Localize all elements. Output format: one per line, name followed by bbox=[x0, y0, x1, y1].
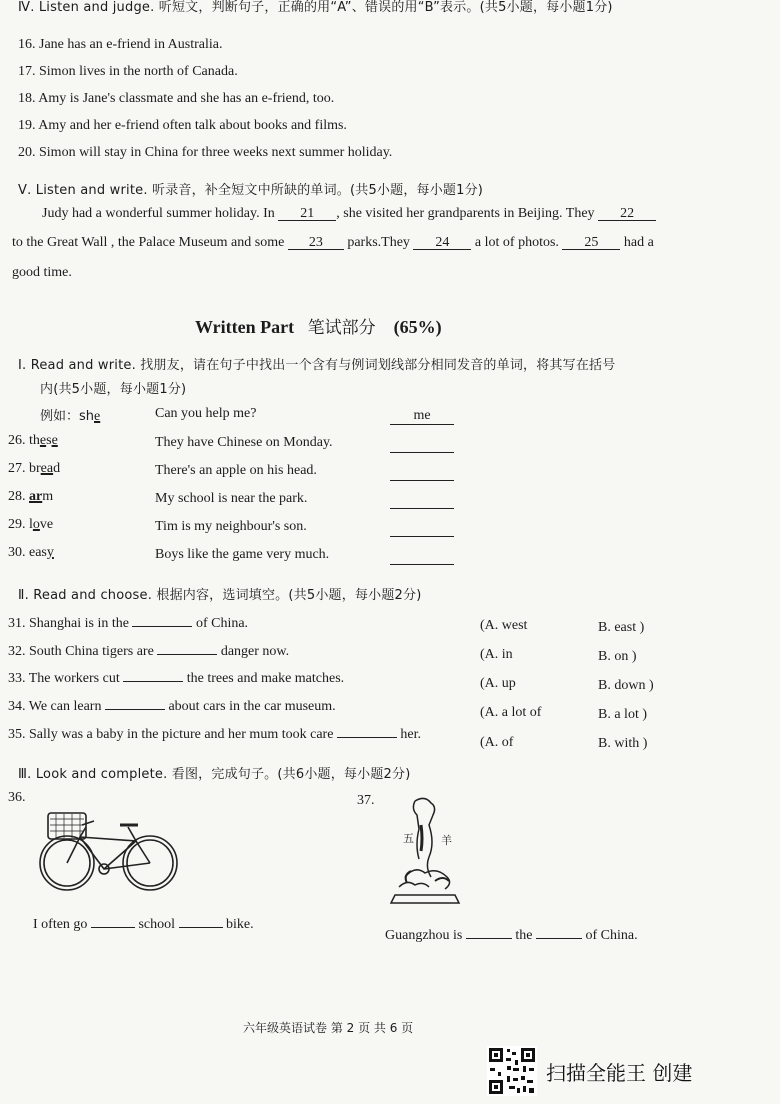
watermark-text: 扫描全能王 创建 bbox=[546, 1061, 693, 1085]
list-item: 29. love bbox=[8, 517, 54, 532]
section-w3-header: Ⅲ. Look and complete. 看图，完成句子。(共6小题，每小题2分) bbox=[18, 767, 411, 782]
answer-blank[interactable] bbox=[390, 464, 454, 481]
example-answer: me bbox=[390, 408, 454, 425]
option-b: B. down ) bbox=[598, 678, 654, 693]
option-a: (A. in bbox=[480, 647, 513, 662]
list-item: 32. South China tigers are danger now. bbox=[8, 640, 289, 660]
answer-blank[interactable] bbox=[157, 640, 217, 655]
list-item: 28. arm bbox=[8, 489, 54, 504]
cloze-line-3: good time. bbox=[12, 265, 72, 280]
section-v-header: Ⅴ. Listen and write. 听录音，补全短文中所缺的单词。(共5小题，每小题1分) bbox=[18, 183, 484, 198]
option-a: (A. a lot of bbox=[480, 705, 542, 720]
item-sentence: My school is near the park. bbox=[155, 491, 308, 506]
option-b: B. a lot ) bbox=[598, 707, 647, 722]
page-footer: 六年级英语试卷 第 2 页 共 6 页 bbox=[243, 1021, 414, 1035]
cloze-line-1: Judy had a wonderful summer holiday. In 21 , she visited her grandparents in Beijing. They 22 bbox=[42, 206, 656, 222]
answer-blank[interactable] bbox=[132, 612, 192, 627]
list-item: 16. Jane has an e-friend in Australia. bbox=[18, 37, 223, 52]
blank-24[interactable]: 24 bbox=[413, 235, 471, 250]
answer-blank[interactable] bbox=[337, 723, 397, 738]
option-a: (A. up bbox=[480, 676, 516, 691]
answer-blank[interactable] bbox=[123, 667, 183, 682]
qr-code-icon bbox=[487, 1046, 537, 1096]
q37-sentence: Guangzhou is the of China. bbox=[385, 924, 638, 944]
section-w1-header: Ⅰ. Read and write. 找朋友，请在句子中找出一个含有与例词划线部分相同发音的单词，将其写在括号 bbox=[18, 358, 616, 373]
cloze-line-2: to the Great Wall , the Palace Museum and some 23 parks.They 24 a lot of photos. 25 had a bbox=[12, 235, 654, 250]
list-item: 35. Sally was a baby in the picture and her mum took care her. bbox=[8, 723, 421, 743]
option-b: B. with ) bbox=[598, 736, 648, 751]
answer-blank[interactable] bbox=[105, 695, 165, 710]
item-sentence: There's an apple on his head. bbox=[155, 463, 317, 478]
section-iv-header: Ⅳ. Listen and judge. 听短文，判断句子，正确的用“A”、错误的用“B”表示。(共5小题，每小题1分) bbox=[18, 0, 613, 15]
list-item: 31. Shanghai is in the of China. bbox=[8, 612, 248, 632]
list-item: 34. We can learn about cars in the car museum. bbox=[8, 695, 336, 715]
answer-blank[interactable] bbox=[390, 548, 454, 565]
q36-number: 36. bbox=[8, 790, 26, 805]
blank-22[interactable]: 22 bbox=[598, 206, 656, 221]
statue-label-left: 五 bbox=[403, 832, 414, 845]
answer-blank[interactable] bbox=[390, 520, 454, 537]
five-goats-statue-image bbox=[385, 795, 465, 907]
answer-blank[interactable] bbox=[390, 436, 454, 453]
list-item: 17. Simon lives in the north of Canada. bbox=[18, 64, 238, 79]
q37-number: 37. bbox=[357, 793, 375, 808]
list-item: 27. bread bbox=[8, 461, 61, 476]
answer-blank[interactable] bbox=[179, 913, 223, 928]
option-a: (A. west bbox=[480, 618, 528, 633]
item-sentence: Tim is my neighbour's son. bbox=[155, 519, 307, 534]
answer-blank[interactable] bbox=[390, 492, 454, 509]
list-item: 18. Amy is Jane's classmate and she has an e-friend, too. bbox=[18, 91, 335, 106]
list-item: 26. these bbox=[8, 433, 58, 448]
option-b: B. east ) bbox=[598, 620, 645, 635]
answer-blank[interactable] bbox=[536, 924, 582, 939]
blank-23[interactable]: 23 bbox=[288, 235, 344, 250]
list-item: 30. easy bbox=[8, 545, 54, 560]
option-a: (A. of bbox=[480, 735, 514, 750]
answer-blank[interactable] bbox=[91, 913, 135, 928]
option-b: B. on ) bbox=[598, 649, 637, 664]
example-sentence: Can you help me? bbox=[155, 406, 257, 421]
list-item: 33. The workers cut the trees and make matches. bbox=[8, 667, 344, 687]
list-item: 20. Simon will stay in China for three weeks next summer holiday. bbox=[18, 145, 393, 160]
item-sentence: They have Chinese on Monday. bbox=[155, 435, 333, 450]
section-w1-header-2: 内(共5小题，每小题1分) bbox=[40, 382, 187, 397]
list-item: 19. Amy and her e-friend often talk about books and films. bbox=[18, 118, 347, 133]
answer-blank[interactable] bbox=[466, 924, 512, 939]
example-word: 例如：she bbox=[40, 409, 101, 424]
blank-25[interactable]: 25 bbox=[562, 235, 620, 250]
blank-21[interactable]: 21 bbox=[278, 206, 336, 221]
written-part-title: Written Part 笔试部分 (65%) bbox=[195, 317, 442, 338]
statue-label-right: 羊 bbox=[441, 834, 452, 847]
q36-sentence: I often go school bike. bbox=[33, 913, 254, 933]
item-sentence: Boys like the game very much. bbox=[155, 547, 330, 562]
section-w2-header: Ⅱ. Read and choose. 根据内容，选词填空。(共5小题，每小题2分) bbox=[18, 588, 422, 603]
bicycle-image bbox=[32, 805, 182, 895]
